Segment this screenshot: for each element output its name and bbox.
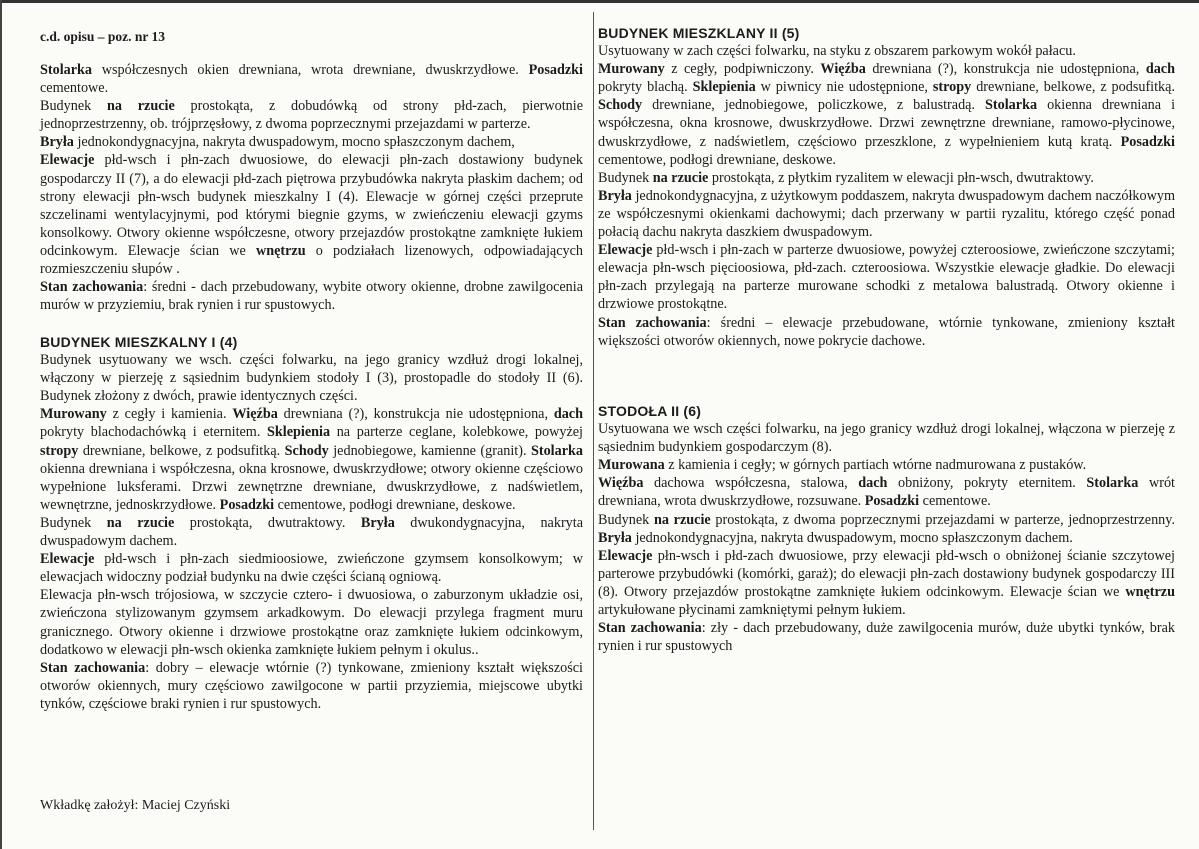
paragraph-stan-zachowania: Stan zachowania: średni - dach przebudowany, wybite otwory okienne, drobne zawilgocenia murów w przyziemiu, brak rynien i rur spustowych.: [40, 279, 583, 314]
column-divider: [593, 12, 594, 830]
section-heading: BUDYNEK MIESZKLANY II (5): [598, 25, 800, 41]
paragraph-wiezba: Więźba dachowa współczesna, stalowa, dach obniżony, pokryty eternitem. Stolarka wrót drewniana, wrota dwuskrzydłowe, rozsuwane. Posadzki cementowe.: [598, 475, 1175, 510]
paragraph-rzut: Budynek na rzucie prostokąta, z dwoma poprzecznymi przejazdami w parterze, jednoprzestrzenny. Bryła jednokondygnacyjna, nakryta dwuspadowym, mocno spłaszczonym dachem.: [598, 511, 1175, 546]
section-budynek-mieszkalny-i: [40, 333, 583, 713]
paragraph-rzut: Budynek na rzucie prostokąta, dwutraktowy. Bryła dwukondygnacyjna, nakryta dwuspadowym dachem.: [40, 514, 583, 550]
paragraph-elewacja-pln-wsch: Elewacja płn-wsch trójosiowa, w szczycie cztero- i dwuosiowa, o zaburzonym układzie osi, zwieńczona stylizowanym gzymsem arkadkowym. Do elewacji przylega fragment muru granicznego. Otwory okienne i drzwiowe prostokątne oraz zamknięte łukiem odcinkowym, dodatkowo w elewacji płn-wsch okienka zamknięte łukiem pełnym i okulus..: [40, 587, 583, 658]
paragraph-stan-zachowania: Stan zachowania: średni – elewacje przebudowane, wtórnie tynkowane, zmieniony kształt większości otworów okiennych, nowe pokrycie dachowe.: [598, 314, 1175, 349]
paragraph-usytuowanie: Usytuowany w zach części folwarku, na styku z obszarem parkowym wokół pałacu.: [598, 43, 1076, 60]
scan-edge-top: [0, 0, 1199, 3]
paragraph-elewacje: Elewacje płn-wsch i płd-zach dwuosiowe, przy elewacji płd-wsch o obniżonej ścianie szczytowej parterowe przybudówki (komórki, garaż); do elewacji płn-zach dostawiony budynek gospodarczy III (8). Otwory przejazdów prostokątne zamknięte łukiem odcinkowym. Elewacje ścian we wnętrzu artykułowane płycinami zamkniętymi pełnym łukiem.: [598, 547, 1175, 619]
section-heading: STODOŁA II (6): [598, 403, 702, 419]
paragraph-materialy: Murowany z cegły i kamienia. Więźba drewniana (?), konstrukcja nie udostępniona, dach pokryty blachodachówką i eternitem. Sklepienia na parterze ceglane, kolebkowe, powyżej stropy drewniane, belkowe, z podsufitką. Schody jednobiegowe, kamienne (granit). Stolarka okienna drewniana i współczesna, okna krosnowe, dwuskrzydłowe; otwory okienne częściowo wypełnione luksferami. Drzwi zewnętrzne drewniane, dwuskrzydłowe, z nadświetlem, wewnętrzne, jednoskrzydłowe. Posadzki cementowe, podłogi drewniane, deskowe.: [40, 406, 583, 513]
paragraph-materialy: Murowany z cegły, podpiwniczony. Więźba drewniana (?), konstrukcja nie udostępniona, dach pokryty blachą. Sklepienia w piwnicy nie udostępnione, stropy drewniane, belkowe, z podsufitką. Schody drewniane, jednobiegowe, policzkowe, z balustradą. Stolarka okienna drewniana i współczesna, okna krosnowe, dwuskrzydłowe. Drzwi zewnętrzne drewniane, ramowo-płycinowe, dwuskrzydłowe, z nadświetlem, częściowo przeszklone, z wypełnieniem kutą kratą. Posadzki cementowe, podłogi drewniane, deskowe.: [598, 61, 1176, 168]
scan-edge-left: [0, 0, 2, 849]
paragraph-stolarka: Stolarka współczesnych okien drewniana, wrota drewniane, dwuskrzydłowe. Posadzki cementowe.: [40, 62, 583, 97]
paragraph-elewacje: Elewacje płd-wsch i płn-zach w parterze dwuosiowe, powyżej czteroosiowe, zwieńczone szczytami; elewacja płn-wsch pięcioosiowa, płd-zach. czteroosiowa. Wszystkie elewacje gładkie. Do elewacji płn-zach przylegają na parterze murowane schodki z metalowa balustradą. Otwory okienne i drzwiowe prostokątne.: [598, 242, 1175, 313]
section-stodola-ii: [598, 402, 1175, 655]
page-footer: Wkładkę założył: Maciej Czyński: [40, 798, 231, 813]
paragraph-usytuowanie: Usytuowana we wsch części folwarku, na jego granicy wzdłuż drogi lokalnej, włączona w pierzeję z sąsiednim budynkiem gospodarczym (8).: [598, 421, 1175, 456]
section-budynek-mieszkalny-ii: [598, 24, 1175, 350]
section-heading: BUDYNEK MIESZKALNY I (4): [40, 334, 238, 350]
paragraph-bryla: Bryła jednokondygnacyjna, nakryta dwuspadowym, mocno spłaszczonym dachem,: [40, 134, 515, 151]
paragraph-elewacje: Elewacje płd-wsch i płn-zach dwuosiowe, do elewacji płn-zach dostawiony budynek gospodarczy II (7), a do elewacji płd-zach piętrowa przybudówka nakryta płaskim dachem; od strony elewacji płn-wsch budynek mieszkalny I (4). Elewacje w górnej części przeprute szczelinami wentylacyjnymi, pod którymi biegnie gzyms, w zwieńczeniu elewacji gzyms konsolkowy. Otwory okienne współczesne, otwory przejazdów prostokątne zamknięte łukiem odcinkowym. Elewacje ścian we wnętrzu o podziałach lizenowych, odpowiadających rozmieszczeniu słupów .: [40, 152, 583, 278]
paragraph-stan-zachowania: Stan zachowania: zły - dach przebudowany, duże zawilgocenia murów, duże ubytki tynków, brak rynien i rur spustowych: [598, 620, 1175, 655]
section-stodola-i-continued: [40, 61, 583, 314]
page-header: c.d. opisu – poz. nr 13: [40, 29, 166, 44]
paragraph-rzut: Budynek na rzucie prostokąta, z płytkim ryzalitem w elewacji płn-wsch, dwutraktowy.: [598, 169, 1094, 186]
paragraph-bryla: Bryła jednokondygnacyjna, z użytkowym poddaszem, nakryta dwuspadowym dachem naczółkowym ze współczesnymi okienkami dachowymi; dach przerwany w partii ryzalitu, którego część ponad połacią dachu nakryta daszkiem dwuspadowym.: [598, 187, 1175, 241]
paragraph-stan-zachowania: Stan zachowania: dobry – elewacje wtórnie (?) tynkowane, zmieniony kształt większości otworów okiennych, mury częściowo zawilgocone w partii przyziemia, miejscowe ubytki tynków, częściowe braki rynien i rur spustowych.: [40, 659, 583, 712]
paragraph-murowana: Murowana z kamienia i cegły; w górnych partiach wtórne nadmurowana z pustaków.: [598, 457, 1087, 474]
paragraph-usytuowanie: Budynek usytuowany we wsch. części folwarku, na jego granicy wzdłuż drogi lokalnej, włączony w pierzeję z sąsiednim budynkiem stodoły I (3), prostopadle do stodoły II (6). Budynek złożony z dwóch, prawie identycznych części.: [40, 352, 583, 405]
paragraph-rzut: Budynek na rzucie prostokąta, z dobudówką od strony płd-zach, pierwotnie jednoprzestrzenny, ob. trójprzęsłowy, z dwoma poprzecznymi przejazdami w parterze.: [40, 98, 583, 133]
paragraph-elewacje: Elewacje płd-wsch i płn-zach siedmioosiowe, zwieńczone gzymsem konsolkowym; w elewacjach widoczny podział budynku na dwie części ścianą ogniową.: [40, 551, 583, 586]
